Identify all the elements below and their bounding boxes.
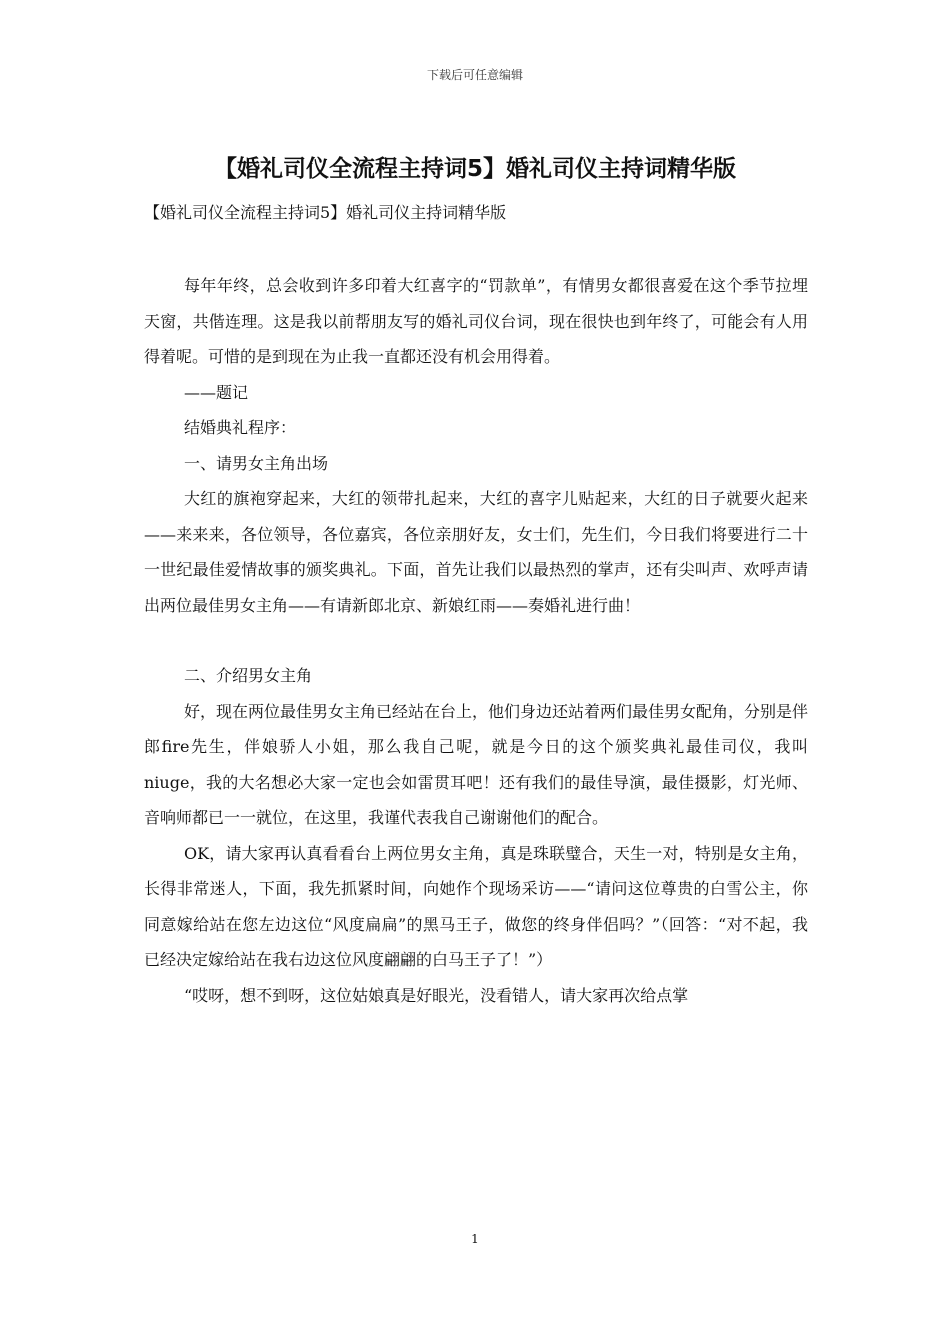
- paragraph-section-2b: OK，请大家再认真看看台上两位男女主角，真是珠联璧合，天生一对，特别是女主角，长得非常迷人，下面，我先抓紧时间，向她作个现场采访——“请问这位尊贵的白雪公主，你同意嫁给站在您左边这位“风度扁扁”的黑马王子，做您的终身伴侣吗？”（回答：“对不起，我已经决定嫁给站在我右边这位风度翩翩的白马王子了！”）: [144, 843, 808, 969]
- paragraph-intro: 每年年终，总会收到许多印着大红喜字的“罚款单”，有情男女都很喜爱在这个季节拉埋天窗，共偕连理。这是我以前帮朋友写的婚礼司仪台词，现在很快也到年终了，可能会有人用得着呢。可惜的是到现在为止我一直都还没有机会用得着。: [144, 276, 808, 366]
- paragraph-section-2a: 好，现在两位最佳男女主角已经站在台上，他们身边还站着两们最佳男女配角，分别是伴郎fire先生，伴娘骄人小姐，那么我自己呢，就是今日的这个颁奖典礼最佳司仪，我叫niuge，我的大名想必大家一定也会如雷贯耳吧！还有我们的最佳导演，最佳摄影，灯光师、音响师都已一一就位，在这里，我谨代表我自己谢谢他们的配合。: [144, 701, 809, 827]
- paragraph-section-1: 大红的旗袍穿起来，大红的领带扎起来，大红的喜字儿贴起来，大红的日子就要火起来——来来来，各位领导，各位嘉宾，各位亲朋好友，女士们，先生们，今日我们将要进行二十一世纪最佳爱情故事的颁奖典礼。下面，首先让我们以最热烈的掌声，还有尖叫声、欢呼声请出两位最佳男女主角——有请新郎北京、新娘红雨——奏婚礼进行曲！: [144, 489, 808, 615]
- paragraph-epigraph-signoff: ——题记: [184, 382, 249, 402]
- document-title: 【婚礼司仪全流程主持词5】婚礼司仪主持词精华版: [213, 156, 736, 182]
- document-subtitle: 【婚礼司仪全流程主持词5】婚礼司仪主持词精华版: [144, 203, 507, 222]
- paragraph-program-heading: 结婚典礼程序：: [184, 418, 297, 437]
- section-heading-2: 二、介绍男女主角: [184, 666, 313, 685]
- paragraph-section-2c: “哎呀，想不到呀，这位姑娘真是好眼光，没看错人，请大家再次给点掌: [184, 985, 689, 1005]
- paragraph-gap: [144, 623, 808, 658]
- page-number: 1: [471, 1232, 479, 1246]
- section-heading-1: 一、请男女主角出场: [184, 453, 329, 473]
- document-body: [144, 268, 808, 1013]
- page-header: 下载后可任意编辑: [426, 68, 523, 82]
